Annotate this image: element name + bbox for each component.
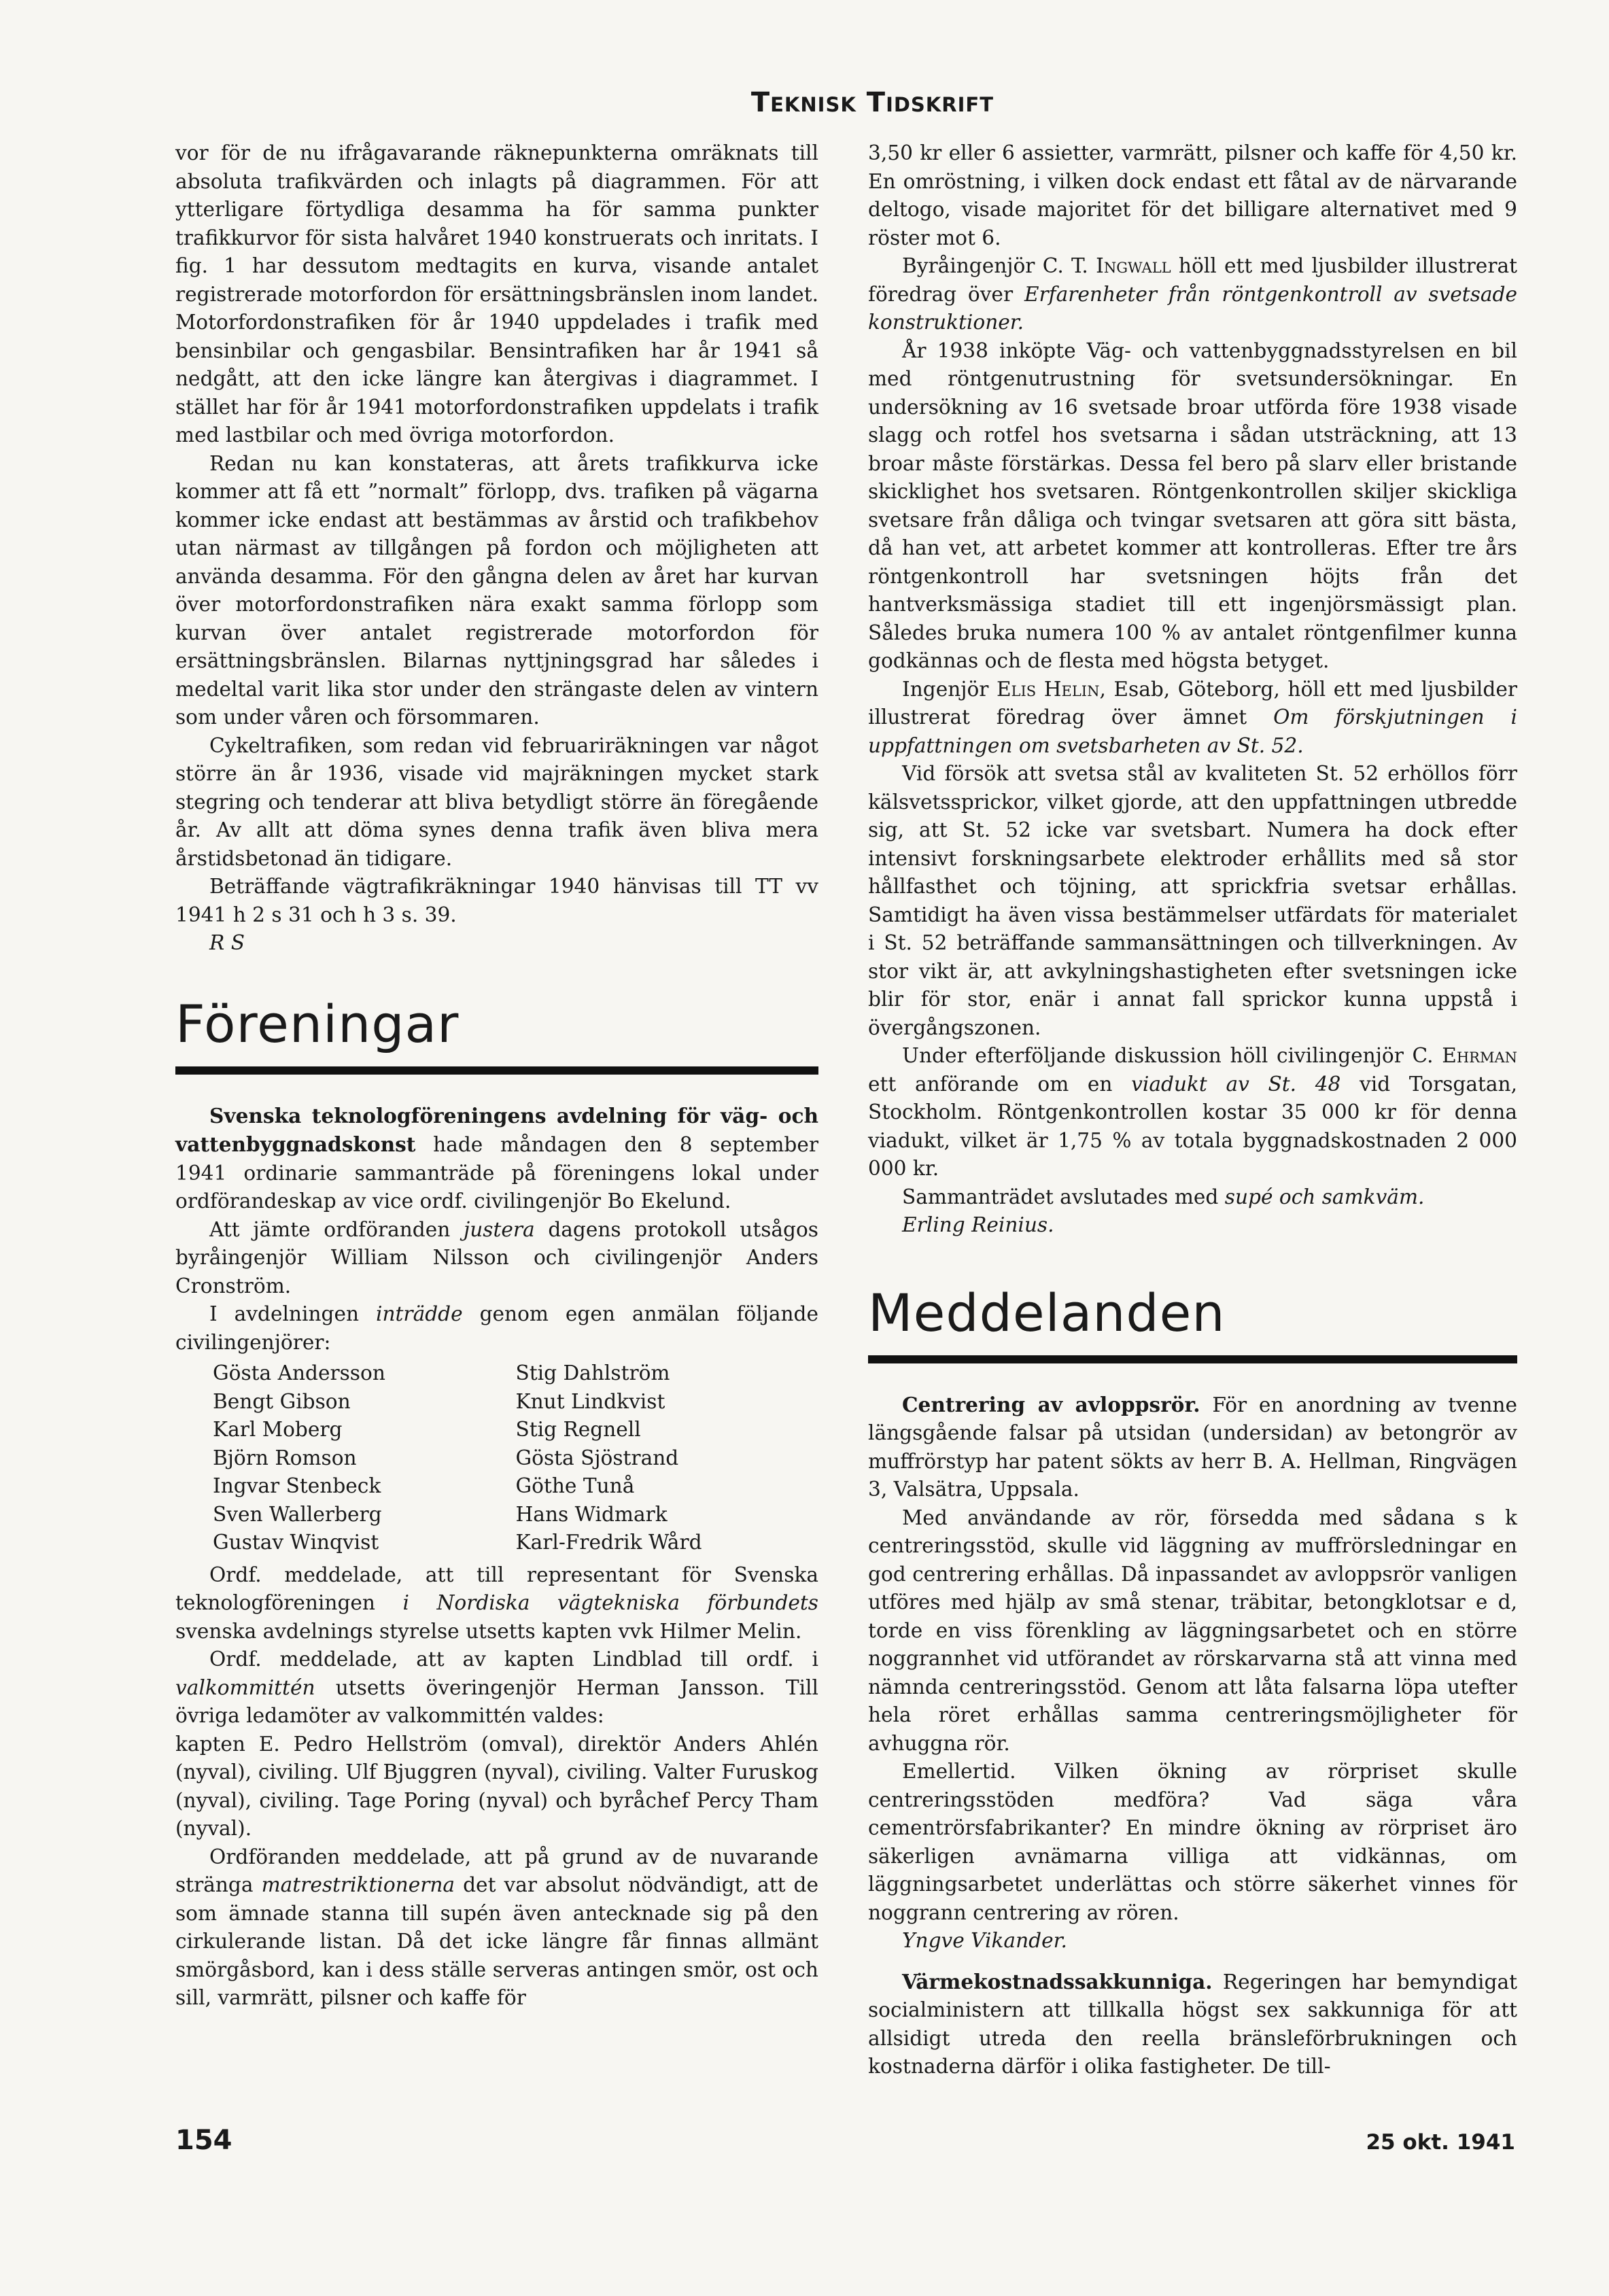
paragraph: Cykeltrafiken, som redan vid februariräkningen var något större än år 1936, visade vid majräkningen mycket stark stegring och tenderar att bliva betydligt större än föregående år. Av allt att döma synes denna trafik även bliva mera årstidsbetonad än tidigare. xyxy=(175,733,818,870)
list-item: Stig Regnell xyxy=(515,1418,641,1441)
paragraph: År 1938 inköpte Väg- och vattenbyggnadsstyrelsen en bil med röntgenutrustning för svetsundersökningar. En undersökning av 16 svetsade broar utförda före 1938 visade slagg och rotfel hos svetsarna i sådan utsträckning, att 13 broar måste förstärkas. Dessa fel bero på slarv eller bristande skicklighet hos svetsaren. Röntgenkontrollen skiljer skickliga svetsare från dåliga och tvingar svetsaren att göra sitt bästa, då han vet, att arbetet kommer att kontrolleras. Efter tre års röntgenkontroll har svetsningen höjts från det hantverksmässiga stadiet till ett ingenjörsmässigt plan. Således bruka numera 100 % av antalet röntgenfilmer kunna godkännas och de flesta med högsta betyget. xyxy=(868,338,1517,672)
paragraph: Emellertid. Vilken ökning av rörpriset skulle centreringsstöden medföra? Vad säga våra cementrörsfabrikanter? En mindre ökning av rörpriset äro säkerligen avnämarna villiga att vidkännas, om läggningsarbetet underlättas och större säkerhet vinnes för noggrann centrering av rören. xyxy=(868,1760,1517,1924)
list-item: Göthe Tunå xyxy=(515,1474,635,1497)
paragraph: Under efterföljande diskussion höll civilingenjör C. Ehrman ett anförande om en viadukt av St. 48 vid Torsgatan, Stockholm. Röntgenkontrollen kostar 35 000 kr för denna viadukt, vilket är 1,75 % av totala byggnadskostnaden 2 000 000 kr. xyxy=(868,1044,1517,1180)
journal-header: TEKNISK TIDSKRIFT xyxy=(750,87,994,118)
page-number: 154 xyxy=(175,2125,232,2156)
paragraph: Sammanträdet avslutades med supé och samkväm. xyxy=(902,1185,1425,1208)
signature: Yngve Vikander. xyxy=(902,1929,1067,1952)
list-item: Gösta Sjöstrand xyxy=(515,1446,679,1469)
list-item: Hans Widmark xyxy=(515,1502,668,1526)
list-item: Gustav Winqvist xyxy=(213,1531,379,1554)
paragraph: Redan nu kan konstateras, att årets trafikkurva icke kommer att få ett ”normalt” förlopp, dvs. trafiken på vägarna kommer icke endast att bestämmas av årstid och trafikbehov utan närmast av tillgången på fordon och möjligheten att använda desamma. För den gångna delen av året har kurvan över motorfordonstrafiken nära exakt samma förlopp som kurvan över antalet registrerade motorfordon för ersättningsbränslen. Bilarnas nyttjningsgrad har således i medeltal varit lika stor under den strängaste delen av vintern som under våren och försommaren. xyxy=(175,451,818,729)
paragraph: Ingenjör Elis Helin, Esab, Göteborg, höll ett med ljusbilder illustrerat föredrag över ämnet Om förskjutningen i uppfattningen om svetsbarheten av St. 52. xyxy=(868,677,1518,757)
paragraph: I avdelningen inträdde genom egen anmälan följande civilingenjörer: xyxy=(175,1302,819,1354)
paragraph: Ordföranden meddelade, att på grund av de nuvarande stränga matrestriktionerna det var absolut nödvändigt, att de som ämnade stanna till supén även antecknade sig på den cirkulerande listan. Då det icke längre får finnas allmänt smörgåsbord, kan i dess ställe serveras antingen smör, ost och sill, varmrätt, pilsner och kaffe för xyxy=(175,1845,818,2009)
paragraph: Centrering av avloppsrör. För en anordning av tvenne längsgående falsar på utsidan (undersidan) av betongrör av muffrörstyp har patent sökts av herr B. A. Hellman, Ringvägen 3, Valsätra, Uppsala. xyxy=(868,1392,1517,1501)
paragraph: kapten E. Pedro Hellström (omval), direktör Anders Ahlén (nyval), civiling. Ulf Bjuggren (nyval), civiling. Valter Furuskog (nyval), civiling. Tage Poring (nyval) och byråchef Percy Tham (nyval). xyxy=(175,1732,818,1840)
left-column xyxy=(175,139,818,2013)
paragraph: Ordf. meddelade, att av kapten Lindblad till ordf. i valkommittén utsetts överingenjör Herman Jansson. Till övriga ledamöter av valkommittén valdes: xyxy=(175,1648,818,1727)
paragraph: Med användande av rör, försedda med sådana s k centreringsstöd, skulle vid läggning av muffrörsledningar en god centrering erhållas. Då inpassandet av avloppsrör vanligen utföres med hjälp av små stenar, träbitar, betongklotsar e d, torde en viss förenkling av läggningsarbetet och en större noggrannhet vid utförandet av rörskarvarna stå att vinna med nämnda centreringsstöd. Genom att låta falsarna löpa utefter hela röret erhållas samma centreringsmöjligheter för avhuggna rör. xyxy=(868,1506,1517,1755)
list-item: Bengt Gibson xyxy=(213,1389,351,1413)
signature: R S xyxy=(209,931,245,954)
paragraph: vor för de nu ifrågavarande räknepunkterna omräknats till absoluta trafikvärden och inlagts på diagrammen. För att ytterligare förtydliga desamma ha för samma punkter trafikkurvor för sista halvåret 1940 konstruerats och inritats. I fig. 1 har dessutom medtagits en kurva, visande antalet registrerade motorfordon för ersättningsbränslen inom landet. Motorfordonstrafiken för år 1940 uppdelades i trafik med bensinbilar och gengasbilar. Bensintrafiken har år 1941 så nedgått, att den icke längre kan återgivas i diagrammet. I stället har för år 1941 motorfordonstrafiken uppdelats i trafik med lastbilar och med övriga motorfordon. xyxy=(175,141,818,447)
list-item: Karl-Fredrik Wård xyxy=(515,1531,702,1554)
right-column xyxy=(868,139,1517,2081)
section-title-foreningar: Föreningar xyxy=(175,993,460,1054)
list-item: Ingvar Stenbeck xyxy=(213,1474,381,1497)
issue-date: 25 okt. 1941 xyxy=(1366,2130,1515,2155)
paragraph: Värmekostnadssakkunniga. Regeringen har bemyndigat socialministern att tillkalla högst sex sakkunniga för att allsidigt utreda den reella bränsleförbrukningen och kostnaderna därför i olika fastigheter. De till- xyxy=(868,1969,1517,2078)
paragraph: Att jämte ordföranden justera dagens protokoll utsågos byråingenjör William Nilsson och civilingenjör Anders Cronström. xyxy=(175,1217,818,1298)
paragraph: Vid försök att svetsa stål av kvaliteten St. 52 erhöllos förr kälsvetssprickor, vilket gjorde, att den uppfattningen utbredde sig, att St. 52 icke var svetsbart. Numera ha dock efter intensivt forskningsarbete elektroder erhållits med så stor hållfasthet och töjning, att sprickfria svetsar erhållas. Samtidigt ha även vissa bestämmelser utfärdats för materialet i St. 52 beträffande sammansättningen och tillverkningen. Av stor vikt är, att avkylningshastigheten efter svetsningen icke blir för stor, enär i annat fall sprickor kunna uppstå i övergångszonen. xyxy=(868,762,1517,1039)
section-rule xyxy=(868,1355,1517,1363)
section-rule xyxy=(175,1066,818,1075)
signature: Erling Reinius. xyxy=(902,1213,1054,1236)
paragraph: Byråingenjör C. T. Ingwall höll ett med ljusbilder illustrerat föredrag över Erfarenheter från röntgenkontroll av svetsade konstruktioner. xyxy=(868,254,1517,334)
section-title-meddelanden: Meddelanden xyxy=(868,1282,1226,1343)
paragraph: Svenska teknologföreningens avdelning för väg- och vattenbyggnadskonst hade måndagen den 8 september 1941 ordinarie sammanträde på föreningens lokal under ordförandeskap av vice ordf. civilingenjör Bo Ekelund. xyxy=(175,1103,818,1213)
member-list xyxy=(175,1359,818,1557)
paragraph: Ordf. meddelade, att till representant för Svenska teknologföreningen i Nordiska vägtekniska förbundets svenska avdelnings styrelse utsetts kapten vvk Hilmer Melin. xyxy=(175,1563,818,1643)
list-item: Karl Moberg xyxy=(213,1418,343,1441)
list-item: Stig Dahlström xyxy=(515,1361,670,1385)
paragraph: Beträffande vägtrafikräkningar 1940 hänvisas till TT vv 1941 h 2 s 31 och h 3 s. 39. xyxy=(175,875,818,926)
list-item: Gösta Andersson xyxy=(213,1361,385,1385)
list-item: Knut Lindkvist xyxy=(515,1389,665,1413)
paragraph: 3,50 kr eller 6 assietter, varmrätt, pilsner och kaffe för 4,50 kr. En omröstning, i vilken dock endast ett fåtal av de närvarande deltogo, visade majoritet för det billigare alternativet med 9 röster mot 6. xyxy=(868,141,1517,249)
list-item: Björn Romson xyxy=(213,1446,357,1469)
list-item: Sven Wallerberg xyxy=(213,1502,382,1526)
